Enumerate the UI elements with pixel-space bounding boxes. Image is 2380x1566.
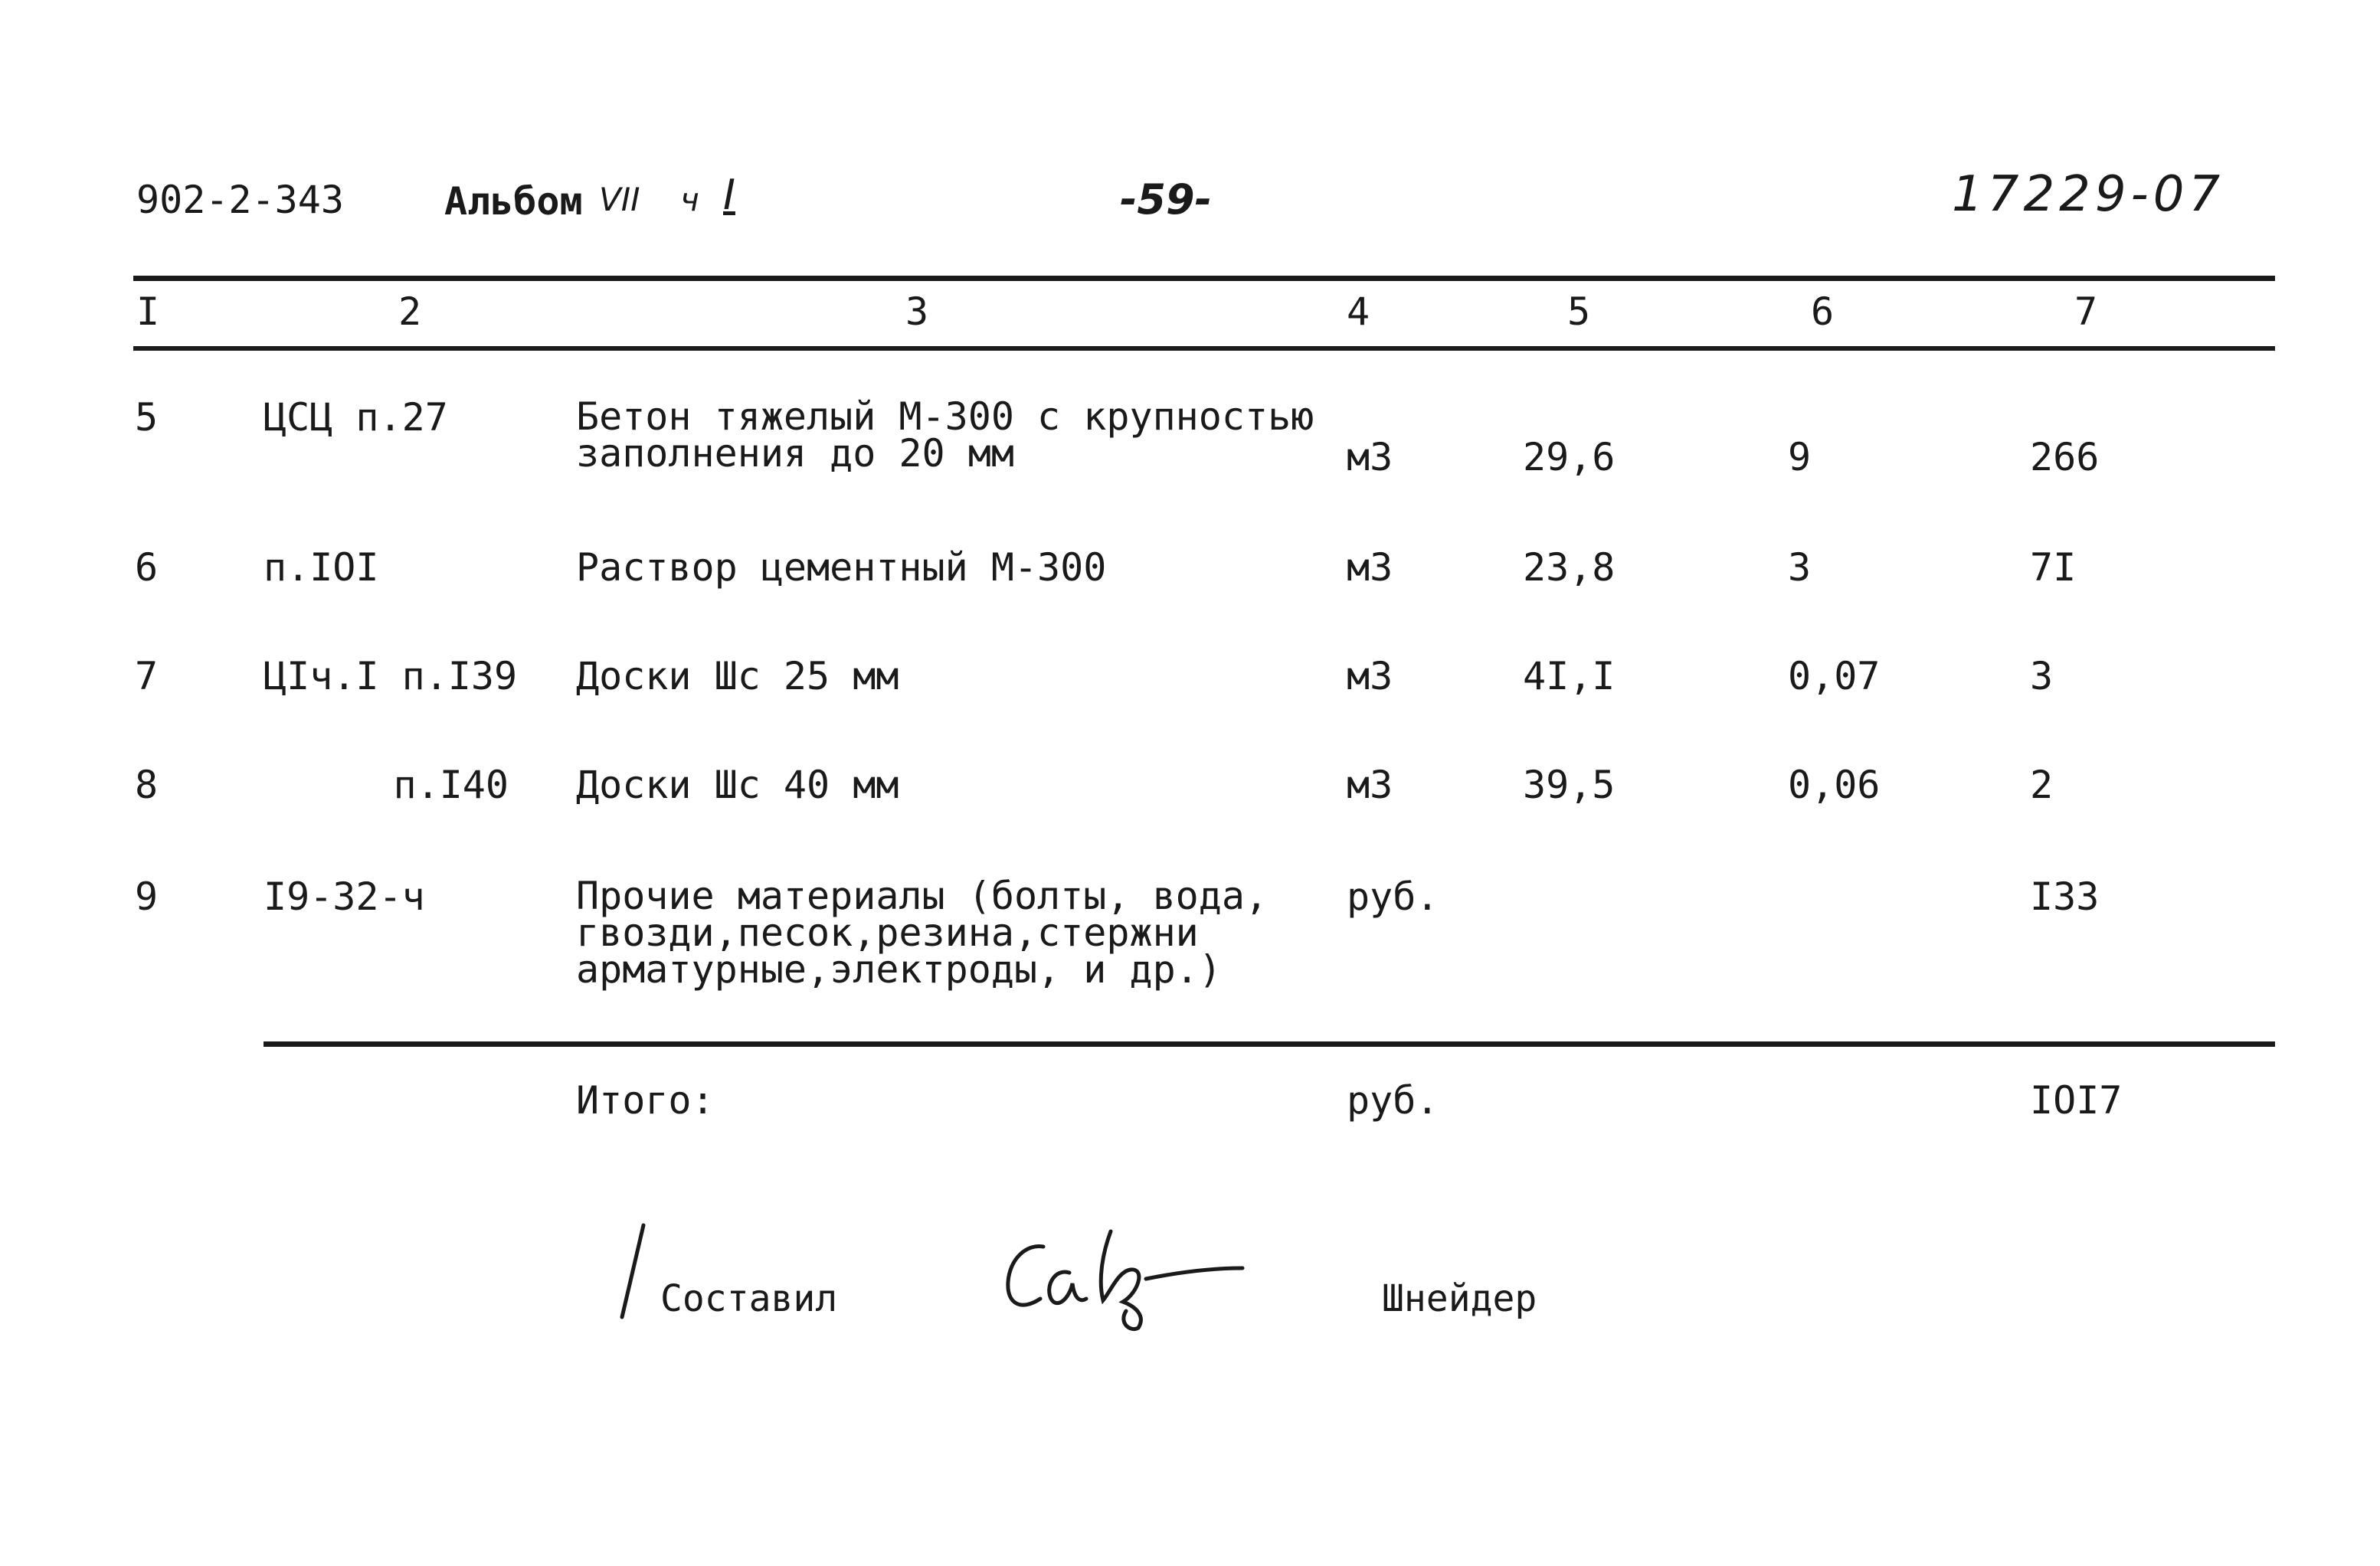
slash-mark	[617, 1222, 648, 1322]
row-price: 0,07	[1788, 654, 1881, 698]
document-number: 17229-07	[1952, 166, 2225, 223]
part-number: I	[723, 171, 735, 219]
row-qty: 4I,I	[1523, 654, 1616, 698]
row-unit: м3	[1347, 763, 1393, 807]
summary-rule	[264, 1041, 2275, 1047]
row-ref: ЦIч.I п.I39	[264, 654, 518, 698]
row-qty: 23,8	[1523, 545, 1616, 590]
signature-role: Составил	[660, 1277, 838, 1320]
row-total: 3	[2030, 654, 2054, 698]
row-no: 5	[135, 395, 159, 440]
row-total: 266	[2030, 435, 2100, 479]
row-ref: ЦСЦ п.27	[264, 395, 448, 440]
row-total: 2	[2030, 763, 2054, 807]
row-no: 7	[135, 654, 159, 698]
header-bottom-rule	[133, 346, 2275, 351]
row-price: 3	[1788, 545, 1812, 590]
row-price: 0,06	[1788, 763, 1881, 807]
column-header-6: 6	[1811, 289, 1835, 334]
column-header-7: 7	[2074, 289, 2098, 334]
row-description: Доски Шс 25 мм	[576, 654, 899, 698]
row-ref: I9-32-ч	[264, 875, 425, 919]
row-no: 6	[135, 545, 159, 590]
row-description: Раствор цементный М-300	[576, 545, 1107, 590]
row-description: Бетон тяжелый М-300 с крупностью заполнения до 20 мм	[576, 394, 1314, 476]
row-no: 9	[135, 875, 159, 919]
column-header-2: 2	[398, 289, 422, 334]
column-header-5: 5	[1567, 289, 1591, 334]
album-label: Альбом	[444, 179, 583, 224]
row-no: 8	[135, 763, 159, 807]
column-header-1: I	[136, 289, 160, 334]
row-ref: п.IOI	[264, 545, 379, 590]
row-unit: м3	[1347, 545, 1393, 590]
row-total: I33	[2030, 875, 2100, 919]
row-total: 7I	[2030, 545, 2077, 590]
album-volume: VII	[599, 181, 640, 218]
row-description: Прочие материалы (болты, вода, гвозди,песок,резина,стержни арматурные,электроды, и др.)	[576, 874, 1269, 992]
column-header-4: 4	[1347, 289, 1370, 334]
part-label: ч	[680, 181, 699, 218]
row-unit: руб.	[1347, 875, 1439, 919]
signer-name: Шнейдер	[1382, 1277, 1537, 1320]
row-unit: м3	[1347, 435, 1393, 479]
row-qty: 29,6	[1523, 435, 1616, 479]
summary-unit: руб.	[1347, 1078, 1439, 1123]
row-price: 9	[1788, 435, 1812, 479]
summary-label: Итого:	[576, 1078, 715, 1123]
page-number: -59-	[1120, 175, 1212, 224]
column-header-3: 3	[905, 289, 929, 334]
row-ref: п.I40	[393, 763, 509, 807]
row-qty: 39,5	[1523, 763, 1616, 807]
table-top-rule	[133, 276, 2275, 281]
row-unit: м3	[1347, 654, 1393, 698]
signature	[996, 1225, 1256, 1332]
row-description: Доски Шс 40 мм	[576, 763, 899, 807]
project-code: 902-2-343	[136, 178, 344, 222]
summary-total: IOI7	[2030, 1078, 2123, 1123]
